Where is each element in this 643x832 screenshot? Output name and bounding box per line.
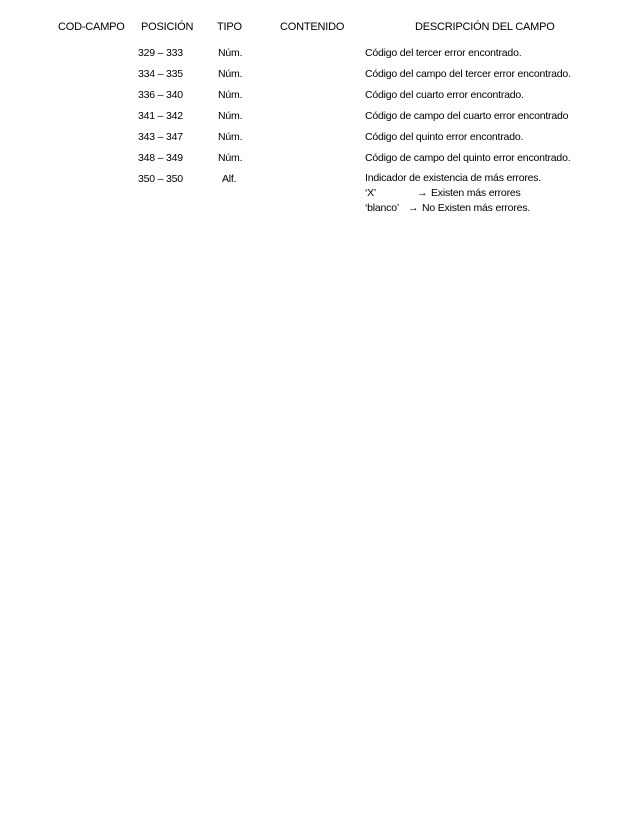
- cell-tipo: Núm.: [218, 68, 243, 80]
- cell-posicion: 343 – 347: [138, 131, 183, 143]
- table-row: [0, 129, 643, 150]
- header-descripcion: DESCRIPCIÓN DEL CAMPO: [415, 21, 555, 33]
- cell-posicion: 329 – 333: [138, 47, 183, 59]
- arrow-right-icon: →: [408, 202, 419, 214]
- table-row: [0, 108, 643, 129]
- cell-descripcion: Código de campo del cuarto error encontrado: [365, 110, 569, 122]
- cell-descripcion: Código del cuarto error encontrado.: [365, 89, 524, 101]
- cell-tipo: Núm.: [218, 89, 243, 101]
- cell-descripcion: Código del tercer error encontrado.: [365, 47, 522, 59]
- option-line: [365, 186, 541, 201]
- table-row: [0, 66, 643, 87]
- arrow-right-icon: →: [417, 187, 428, 199]
- header-posicion: POSICIÓN: [141, 21, 194, 33]
- table-row: [0, 171, 643, 219]
- table-header: [0, 19, 643, 35]
- cell-posicion: 348 – 349: [138, 152, 183, 164]
- header-contenido: CONTENIDO: [280, 21, 345, 33]
- cell-posicion: 350 – 350: [138, 173, 183, 185]
- header-cod-campo: COD-CAMPO: [58, 21, 125, 33]
- cell-tipo: Núm.: [218, 110, 243, 122]
- cell-tipo: Núm.: [218, 47, 243, 59]
- cell-tipo: Alf.: [222, 173, 237, 185]
- table-row: [0, 150, 643, 171]
- cell-posicion: 341 – 342: [138, 110, 183, 122]
- option-text: No Existen más errores.: [422, 202, 531, 214]
- option-line: [365, 201, 541, 216]
- option-key: ‘X’: [365, 187, 377, 199]
- table-body: [0, 45, 643, 219]
- cell-posicion: 336 – 340: [138, 89, 183, 101]
- option-text: Existen más errores: [431, 187, 521, 199]
- table-row: [0, 45, 643, 66]
- cell-descripcion: Código de campo del quinto error encontrado.: [365, 152, 571, 164]
- cell-descripcion: Código del quinto error encontrado.: [365, 131, 524, 143]
- header-tipo: TIPO: [217, 21, 242, 33]
- cell-posicion: 334 – 335: [138, 68, 183, 80]
- table-row: [0, 87, 643, 108]
- cell-tipo: Núm.: [218, 131, 243, 143]
- cell-tipo: Núm.: [218, 152, 243, 164]
- option-key: ‘blanco’: [365, 202, 400, 214]
- description-text: Indicador de existencia de más errores.: [365, 172, 542, 184]
- cell-descripcion: [365, 171, 541, 216]
- cell-descripcion: Código del campo del tercer error encontrado.: [365, 68, 571, 80]
